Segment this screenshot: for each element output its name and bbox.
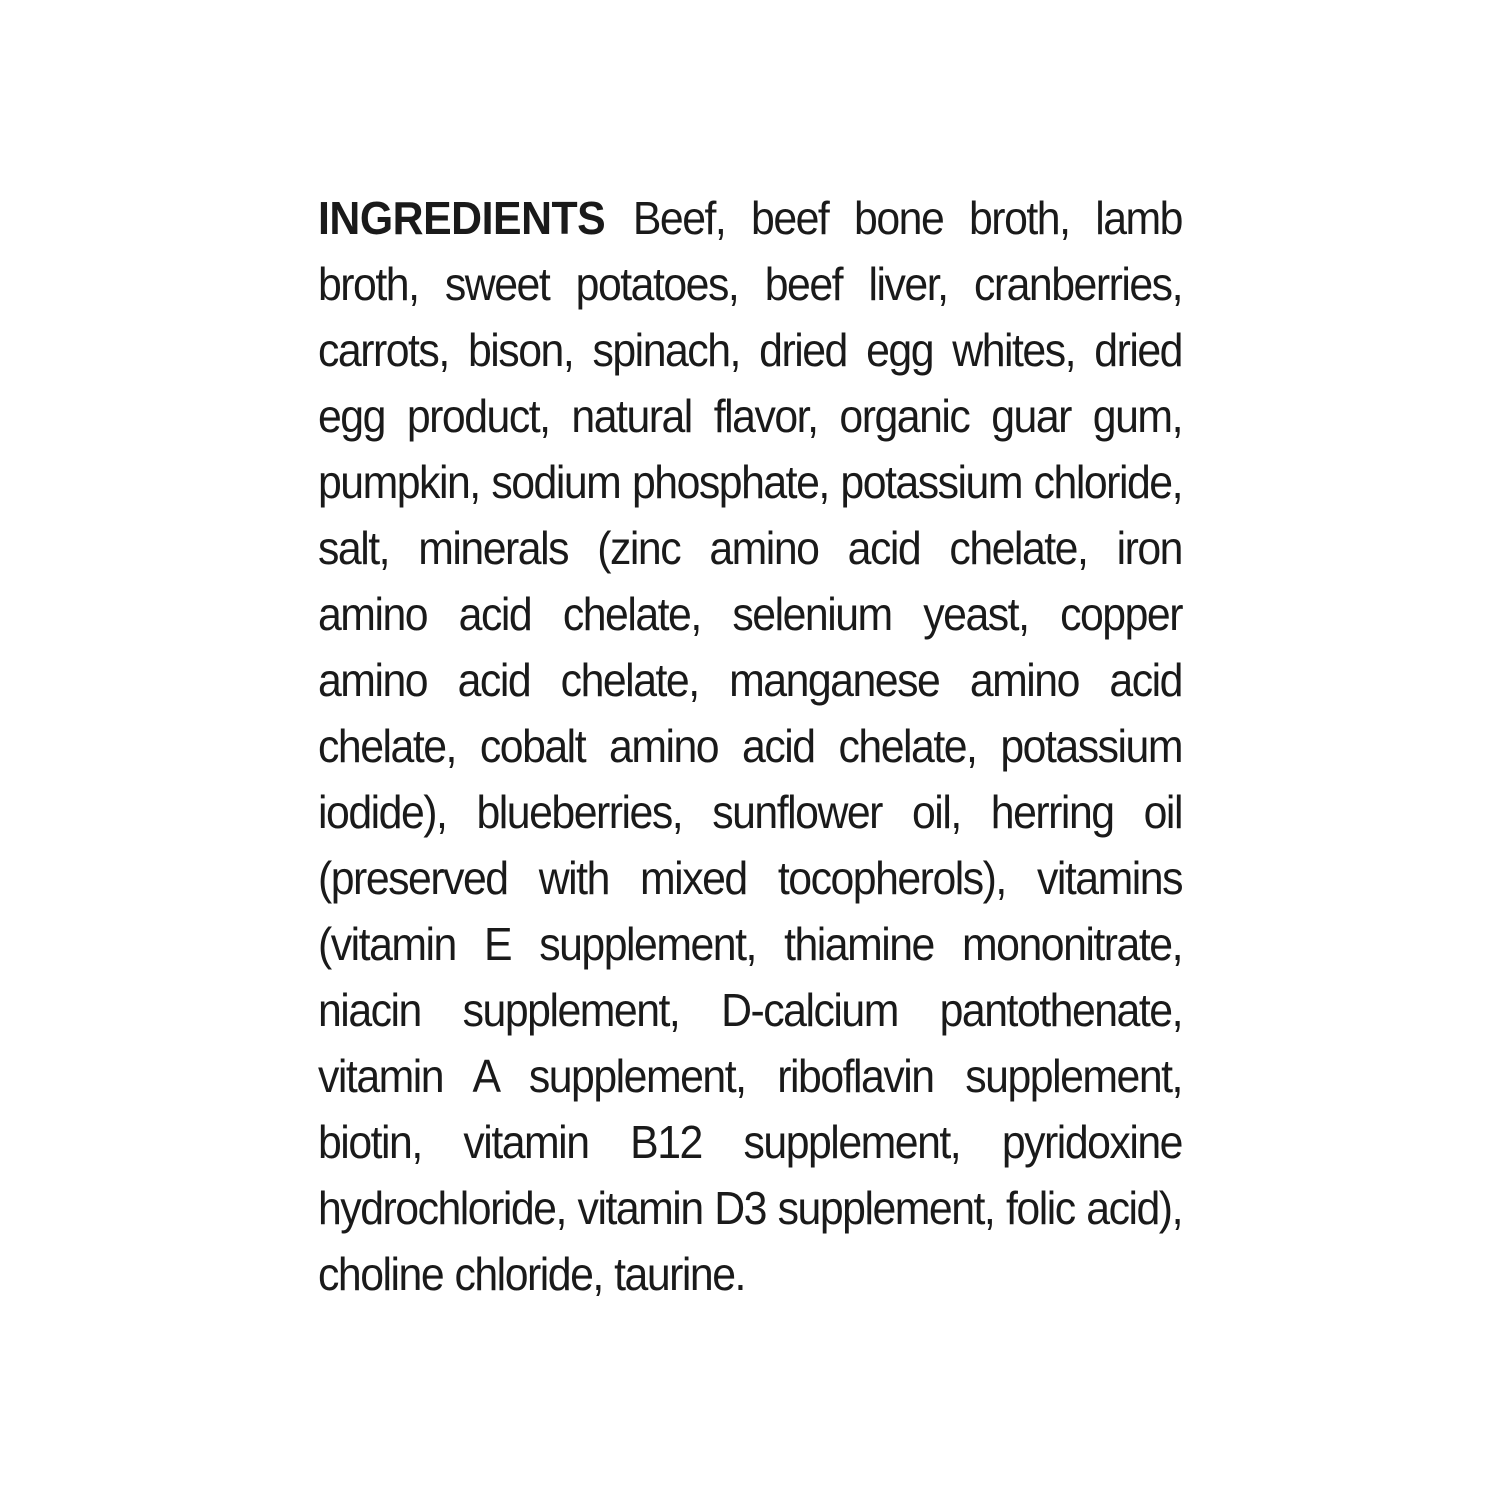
ingredients-panel [318, 185, 1182, 1307]
ingredients-paragraph [318, 185, 1182, 1307]
ingredients-heading: INGREDIENTS [318, 192, 606, 244]
ingredients-list: Beef, beef bone broth, lamb broth, sweet potatoes, beef liver, cranberries, carrots, bison, spinach, dried egg whites, dried egg product, natural flavor, organic guar gum, pumpkin, sodium phosphate, potassium chloride, salt, minerals (zinc amino acid chelate, iron amino acid chelate, selenium yeast, copper amino acid chelate, manganese amino acid chelate, cobalt amino acid chelate, potassium iodide), blueberries, sunflower oil, herring oil (preserved with mixed tocopherols), vitamins (vitamin E supplement, thiamine mononitrate, niacin supplement, D-calcium pantothenate, vitamin A supplement, riboflavin supplement, biotin, vitamin B12 supplement, pyridoxine hydrochloride, vitamin D3 supplement, folic acid), choline chloride, taurine. [318, 192, 1182, 1300]
